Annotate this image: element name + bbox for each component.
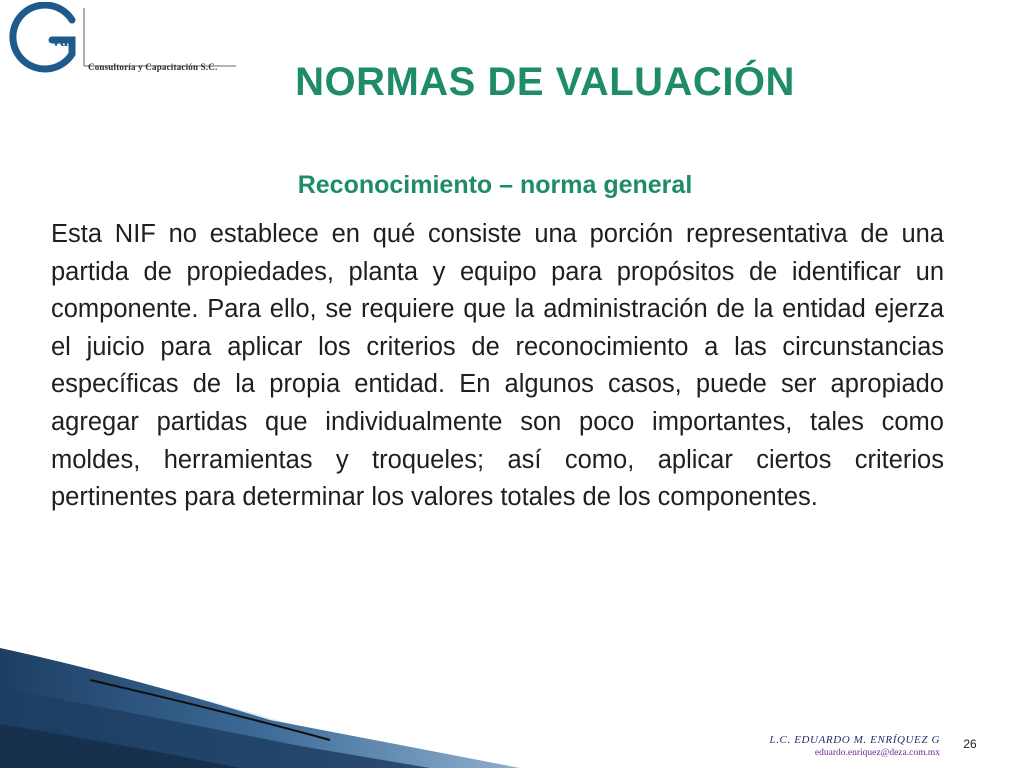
footer-author: L.C. EDUARDO M. ENRÍQUEZ G bbox=[769, 734, 940, 746]
body-paragraph: Esta NIF no establece en qué consiste una porción representativa de una partida de propiedades, planta y equipo para propósitos de identificar un componente. Para ello, se requiere que la administración de la entidad ejerza el juicio para aplicar los criterios de reconocimiento a las circunstancias específicas de la propia entidad. En algunos casos, puede ser apropiado agregar partidas que individualmente son poco importantes, tales como moldes, herramientas y troqueles; así como, aplicar ciertos criterios pertinentes para determinar los valores totales de los componentes. bbox=[51, 220, 944, 512]
slide-title: NORMAS DE VALUACIÓN bbox=[295, 60, 795, 104]
footer-email[interactable]: eduardo.enriquez@deza.com.mx bbox=[814, 748, 940, 758]
page-number: 26 bbox=[963, 737, 977, 751]
logo-caption: Consultoría y Capacitación S.C. bbox=[88, 62, 218, 72]
slide-subtitle: Reconocimiento – norma general bbox=[297, 171, 693, 199]
logo-letters: va bbox=[52, 33, 68, 50]
